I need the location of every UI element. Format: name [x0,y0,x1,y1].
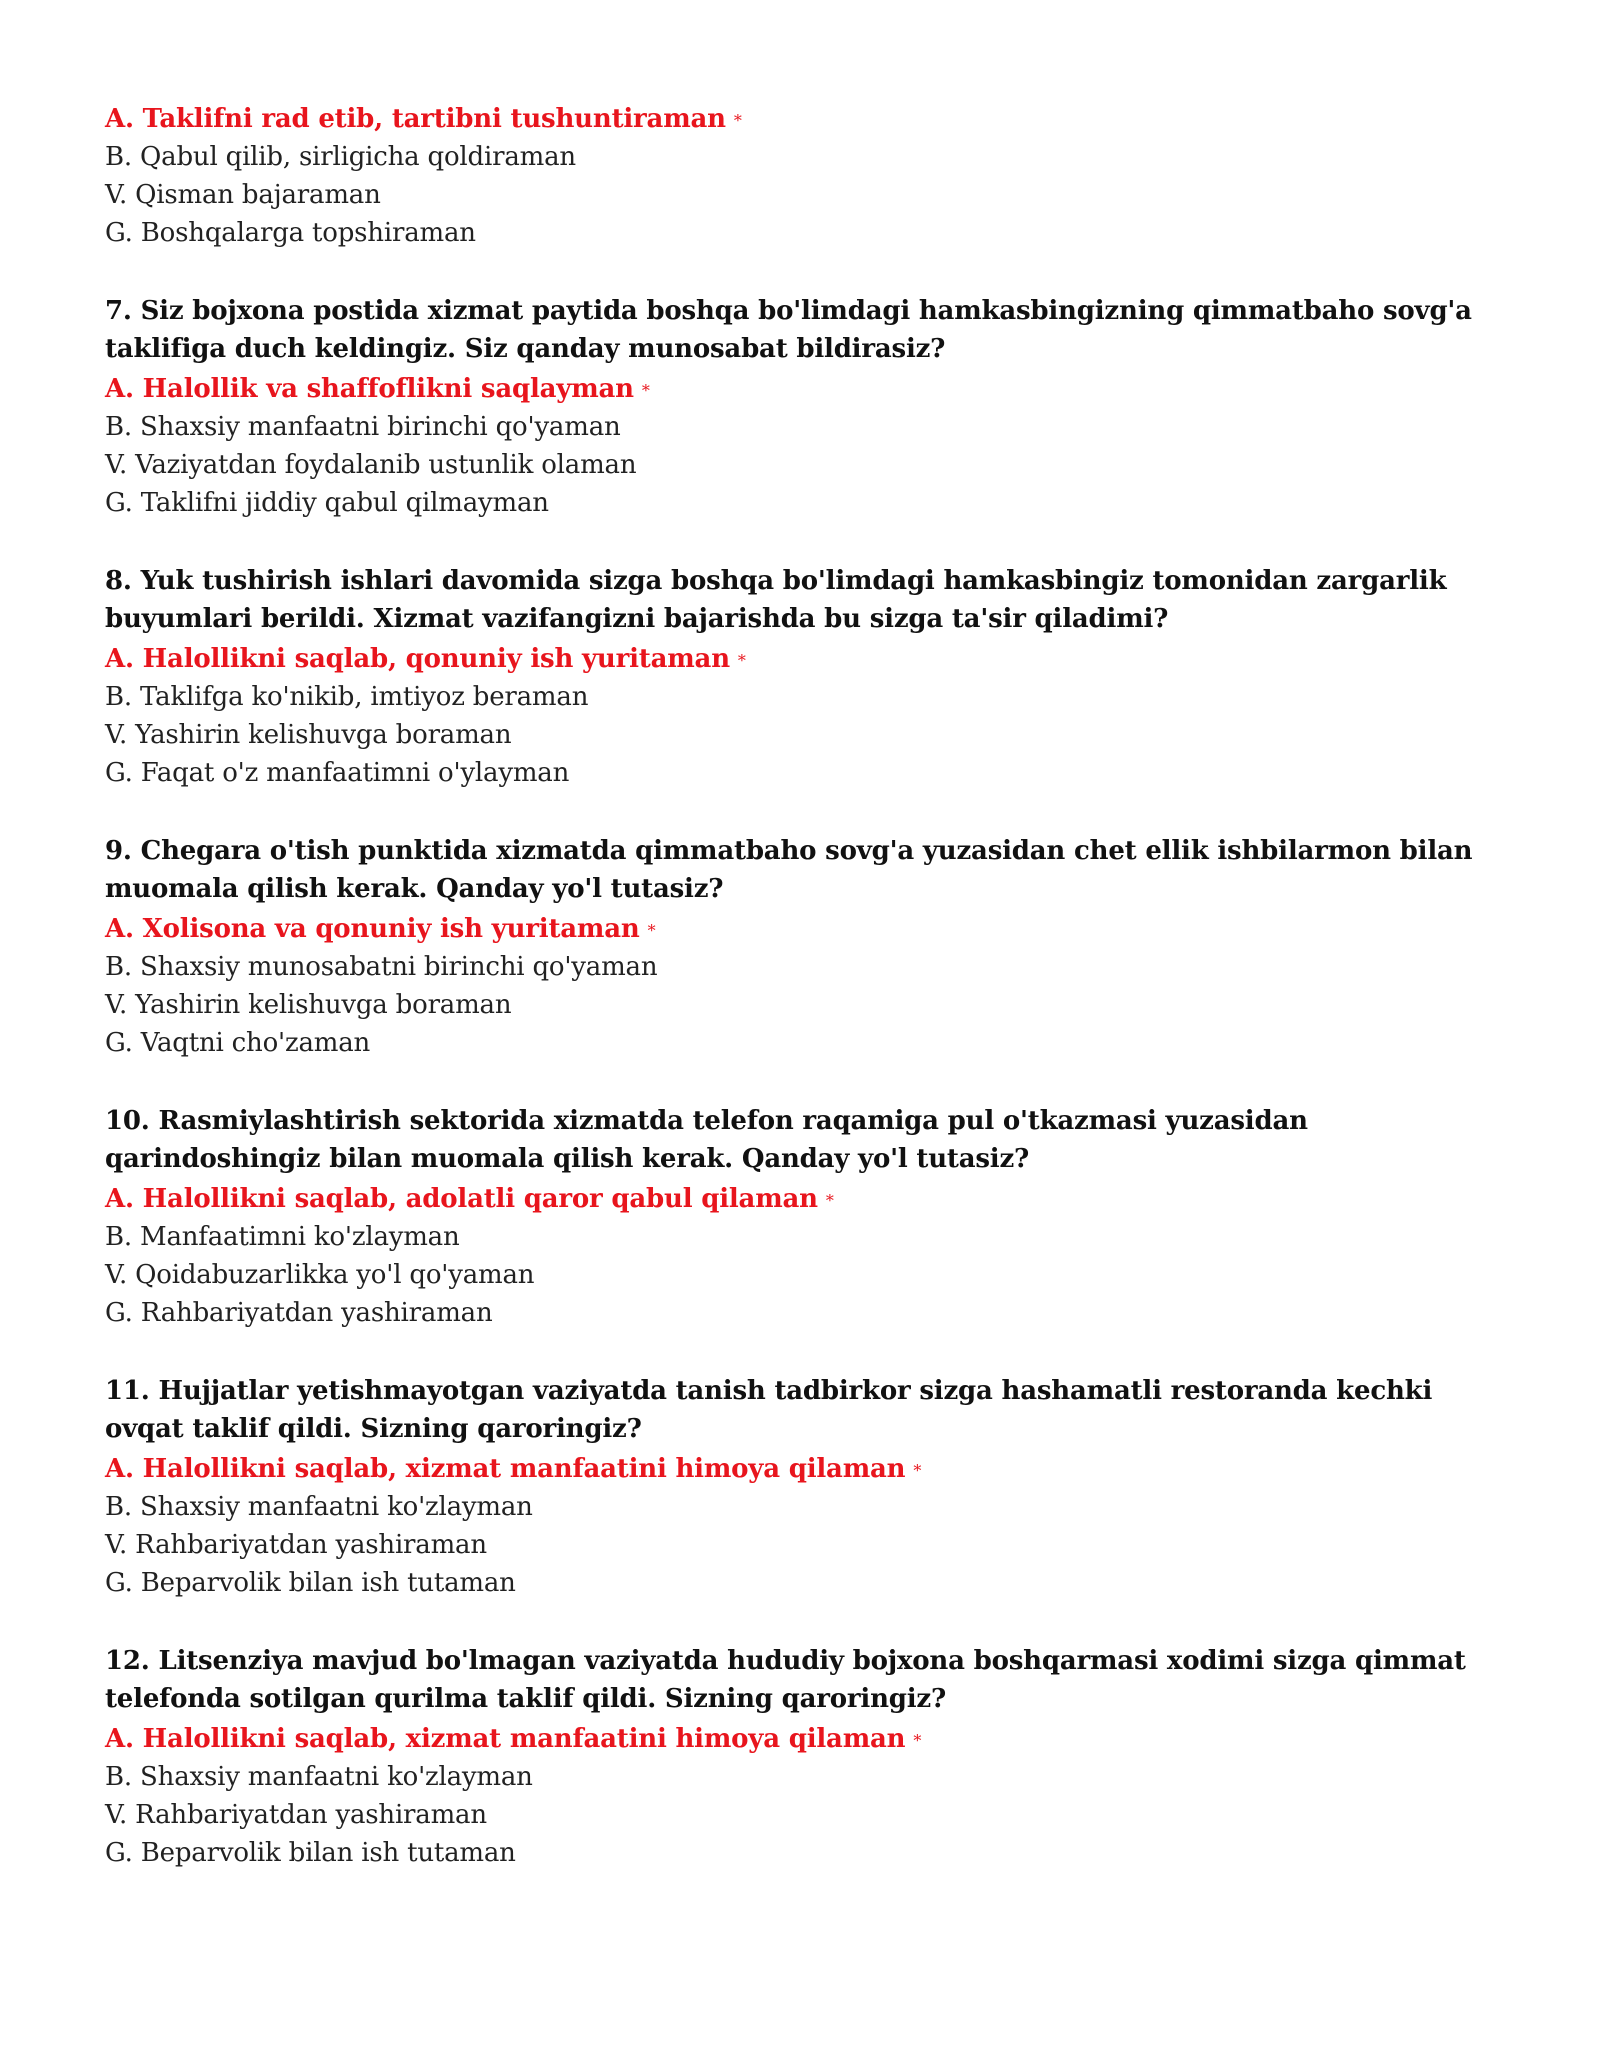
question-text: 11. Hujjatlar yetishmayotgan vaziyatda tanish tadbirkor sizga hashamatli restoranda kechki ovqat taklif qildi. Sizning qaroringiz? [105,1376,1433,1444]
correct-mark: * [641,381,650,400]
question-text: 12. Litsenziya mavjud bo'lmagan vaziyatda hududiy bojxona boshqarmasi xodimi sizga qimmat telefonda sotilgan qurilma taklif qildi. Sizning qaroringiz? [105,1646,1466,1714]
answer-option: B. Shaxsiy manfaatni ko'zlayman [105,1492,533,1522]
correct-mark: * [825,1191,834,1210]
answer-option: B. Qabul qilib, sirligicha qoldiraman [105,142,576,172]
answer-option: B. Shaxsiy manfaatni birinchi qo'yaman [105,412,621,442]
question-text: 7. Siz bojxona postida xizmat paytida boshqa bo'limdagi hamkasbingizning qimmatbaho sovg'a taklifiga duch keldingiz. Siz qanday munosabat bildirasiz? [105,296,1472,364]
answer-option: B. Shaxsiy munosabatni birinchi qo'yaman [105,952,658,982]
correct-mark: * [737,651,746,670]
answer-option: V. Qisman bajaraman [105,180,381,210]
answer-option: G. Taklifni jiddiy qabul qilmayman [105,488,549,518]
answer-option: G. Faqat o'z manfaatimni o'ylayman [105,758,570,788]
question-block [105,1102,1500,1332]
correct-mark: * [647,921,656,940]
answer-option: V. Rahbariyatdan yashiraman [105,1530,487,1560]
answer-option: G. Beparvolik bilan ish tutaman [105,1568,516,1598]
answer-option-correct: A. Halollik va shaffoflikni saqlayman * [105,374,650,404]
question-text: 9. Chegara o'tish punktida xizmatda qimmatbaho sovg'a yuzasidan chet ellik ishbilarmon bilan muomala qilish kerak. Qanday yo'l tutasiz? [105,836,1473,904]
answer-option: V. Vaziyatdan foydalanib ustunlik olaman [105,450,637,480]
question-block [105,832,1500,1062]
answer-option-correct: A. Taklifni rad etib, tartibni tushuntiraman * [105,104,742,134]
question-block [105,100,1500,252]
answer-option-correct: A. Halollikni saqlab, xizmat manfaatini himoya qilaman * [105,1724,922,1754]
answer-option-correct: A. Halollikni saqlab, adolatli qaror qabul qilaman * [105,1184,834,1214]
answer-option-correct: A. Halollikni saqlab, qonuniy ish yuritaman * [105,644,746,674]
correct-mark: * [733,111,742,130]
question-text: 10. Rasmiylashtirish sektorida xizmatda telefon raqamiga pul o'tkazmasi yuzasidan qarindoshingiz bilan muomala qilish kerak. Qanday yo'l tutasiz? [105,1106,1308,1174]
question-text: 8. Yuk tushirish ishlari davomida sizga boshqa bo'limdagi hamkasbingiz tomonidan zargarlik buyumlari berildi. Xizmat vazifangizni bajarishda bu sizga ta'sir qiladimi? [105,566,1447,634]
answer-option-correct: A. Xolisona va qonuniy ish yuritaman * [105,914,656,944]
answer-option: V. Qoidabuzarlikka yo'l qo'yaman [105,1260,535,1290]
question-block [105,292,1500,522]
answer-option: V. Rahbariyatdan yashiraman [105,1800,487,1830]
question-block [105,562,1500,792]
answer-option: G. Boshqalarga topshiraman [105,218,476,248]
answer-option: V. Yashirin kelishuvga boraman [105,720,512,750]
answer-option: B. Shaxsiy manfaatni ko'zlayman [105,1762,533,1792]
answer-option: G. Beparvolik bilan ish tutaman [105,1838,516,1868]
answer-option: B. Taklifga ko'nikib, imtiyoz beraman [105,682,589,712]
answer-option: B. Manfaatimni ko'zlayman [105,1222,460,1252]
correct-mark: * [913,1731,922,1750]
correct-mark: * [913,1461,922,1480]
answer-option-correct: A. Halollikni saqlab, xizmat manfaatini himoya qilaman * [105,1454,922,1484]
answer-option: G. Vaqtni cho'zaman [105,1028,371,1058]
answer-option: V. Yashirin kelishuvga boraman [105,990,512,1020]
question-block [105,1642,1500,1872]
answer-option: G. Rahbariyatdan yashiraman [105,1298,493,1328]
question-block [105,1372,1500,1602]
